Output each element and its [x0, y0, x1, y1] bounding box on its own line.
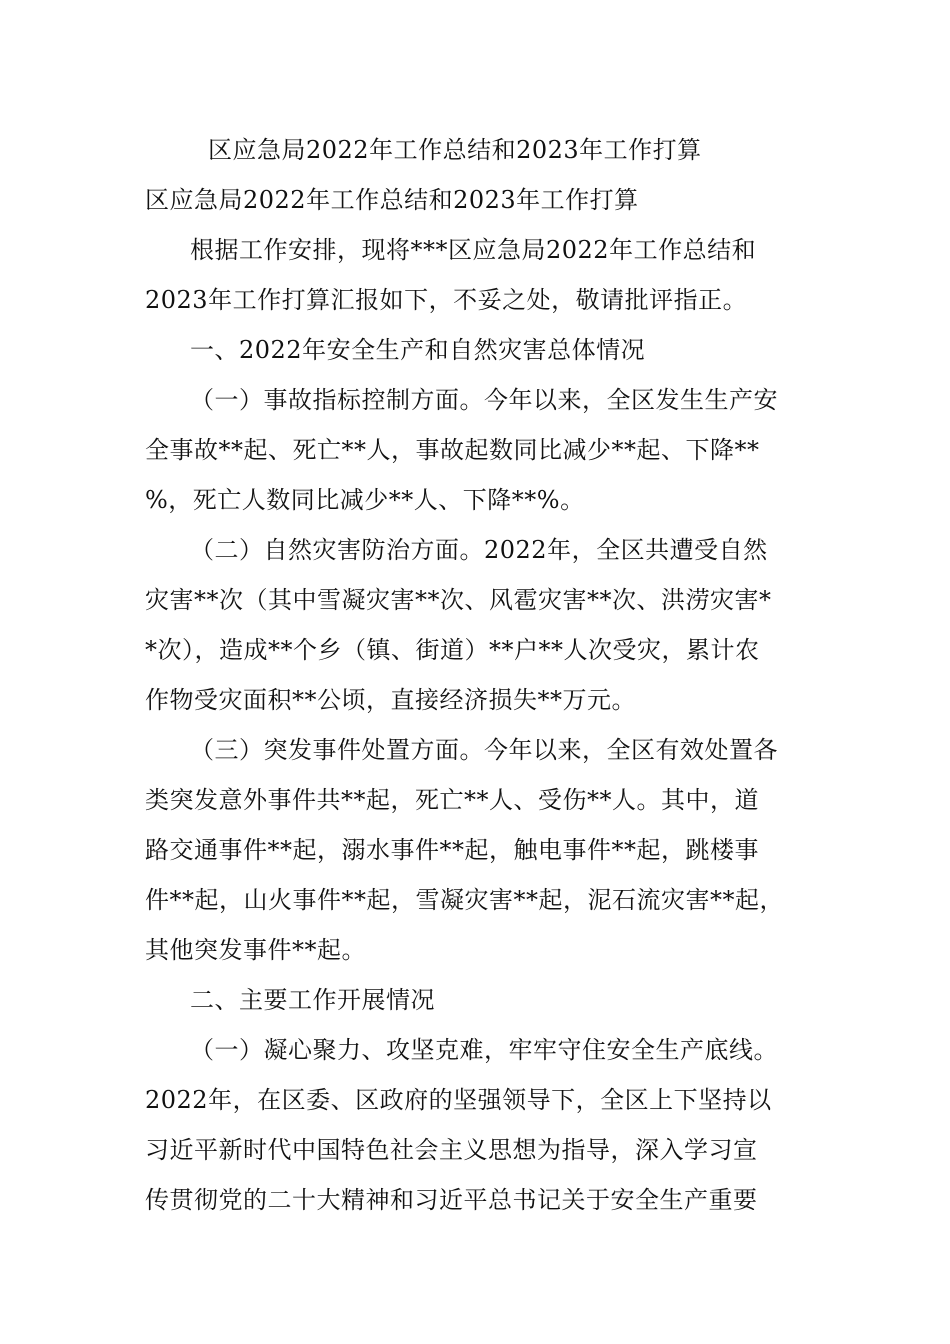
paragraph-line: （一）事故指标控制方面。今年以来，全区发生生产安	[190, 386, 778, 414]
paragraph-line: 2022年，在区委、区政府的坚强领导下，全区上下坚持以	[145, 1086, 772, 1114]
paragraph-line: 其他突发事件**起。	[145, 936, 366, 964]
paragraph-line: 件**起，山火事件**起，雪凝灾害**起，泥石流灾害**起，	[145, 886, 784, 914]
section-heading: 二、主要工作开展情况	[190, 986, 435, 1014]
paragraph-line: 类突发意外事件共**起，死亡**人、受伤**人。其中，道	[145, 786, 759, 814]
paragraph-line: %，死亡人数同比减少**人、下降**%。	[145, 486, 585, 514]
paragraph-line: 2023年工作打算汇报如下，不妥之处，敬请批评指正。	[145, 286, 748, 314]
paragraph-line: 根据工作安排，现将***区应急局2022年工作总结和	[190, 236, 757, 264]
document-subtitle: 区应急局2022年工作总结和2023年工作打算	[145, 186, 639, 214]
section-heading: 一、2022年安全生产和自然灾害总体情况	[190, 336, 646, 364]
paragraph-line: （一）凝心聚力、攻坚克难，牢牢守住安全生产底线。	[190, 1036, 778, 1064]
paragraph-line: 全事故**起、死亡**人，事故起数同比减少**起、下降**	[145, 436, 760, 464]
paragraph-line: （三）突发事件处置方面。今年以来，全区有效处置各	[190, 736, 778, 764]
document-title: 区应急局2022年工作总结和2023年工作打算	[208, 136, 702, 164]
paragraph-line: *次），造成**个乡（镇、街道）**户**人次受灾，累计农	[145, 636, 760, 664]
paragraph-line: 灾害**次（其中雪凝灾害**次、风雹灾害**次、洪涝灾害*	[145, 586, 772, 614]
paragraph-line: 路交通事件**起，溺水事件**起，触电事件**起，跳楼事	[145, 836, 759, 864]
paragraph-line: 习近平新时代中国特色社会主义思想为指导，深入学习宣	[145, 1136, 758, 1164]
paragraph-line: 传贯彻党的二十大精神和习近平总书记关于安全生产重要	[145, 1186, 758, 1214]
paragraph-line: 作物受灾面积**公顷，直接经济损失**万元。	[145, 686, 636, 714]
paragraph-line: （二）自然灾害防治方面。2022年，全区共遭受自然	[190, 536, 768, 564]
